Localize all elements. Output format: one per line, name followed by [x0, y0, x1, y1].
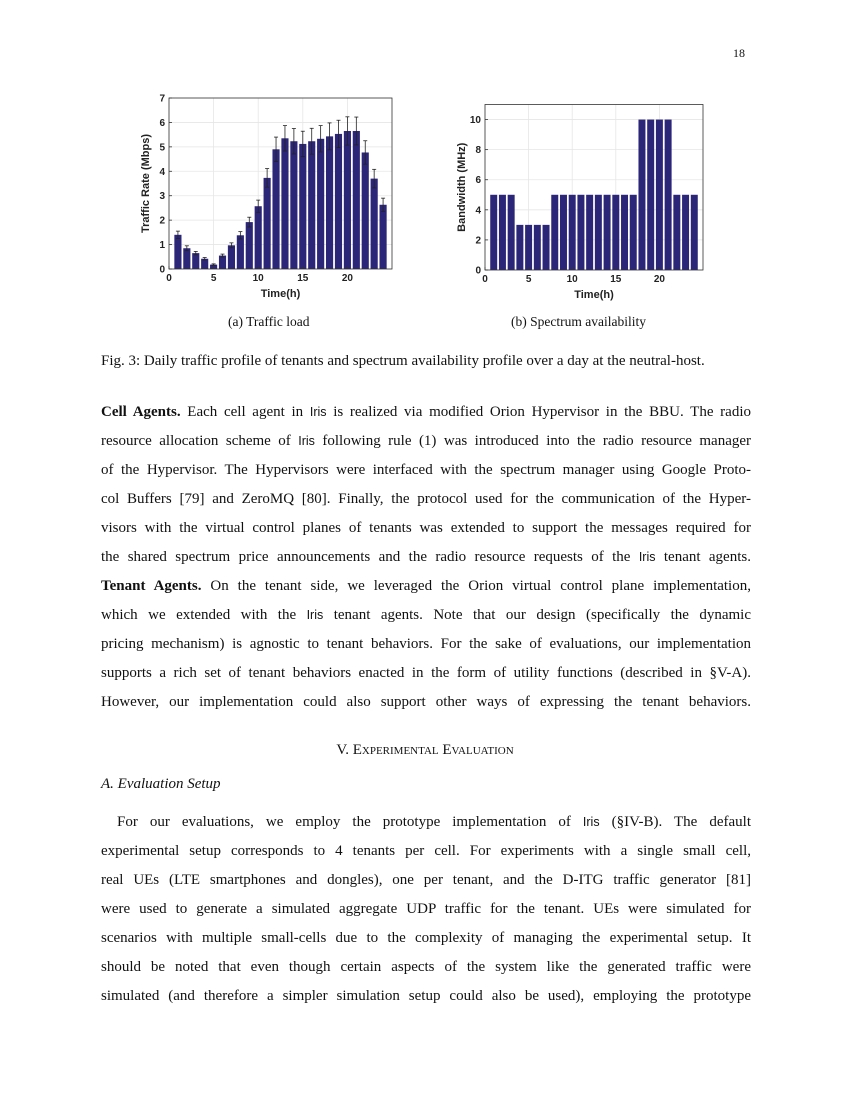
- y-tick-label: 6: [475, 175, 481, 187]
- text-run: scenarios with multiple small-cells due to the complexity of managing the experimental setup. It: [101, 929, 751, 946]
- text-run: which we extended with the: [101, 606, 307, 623]
- bar: [673, 195, 680, 270]
- text-line: [101, 924, 751, 953]
- bar: [621, 195, 628, 270]
- y-axis-label: Traffic Rate (Mbps): [140, 133, 152, 234]
- text-run: (§IV-B). The default: [599, 813, 751, 830]
- text-run: simulated (and therefore a simpler simulation setup could also be used), employing the prototype: [101, 987, 751, 1004]
- bar: [595, 195, 602, 270]
- system-name: Iris: [309, 404, 327, 419]
- bar: [183, 248, 190, 269]
- x-tick-label: 0: [166, 273, 172, 284]
- y-tick-label: 1: [159, 240, 165, 252]
- text-run: col Buffers [79] and ZeroMQ [80]. Finally, the protocol used for the communication of the Hyper-: [101, 490, 751, 507]
- text-line: [101, 866, 751, 895]
- text-line: [101, 398, 751, 427]
- x-axis-label: Time(h): [260, 288, 301, 300]
- bar: [380, 205, 387, 269]
- x-tick-label: 5: [210, 273, 217, 284]
- bar: [344, 131, 351, 269]
- bar: [560, 195, 567, 270]
- y-tick-label: 7: [159, 93, 165, 105]
- bar: [335, 134, 342, 269]
- y-tick-label: 5: [159, 142, 165, 154]
- text-run: Each cell agent in: [180, 403, 310, 420]
- text-run: tenant agents.: [655, 548, 751, 565]
- bar: [255, 206, 262, 269]
- text-run: supports a rich set of tenant behaviors enacted in the form of utility functions (described in §V-A).: [101, 664, 751, 681]
- x-tick-label: 5: [525, 274, 532, 285]
- bar: [290, 141, 297, 269]
- bar: [264, 178, 271, 269]
- bar: [371, 179, 378, 269]
- bar: [174, 235, 181, 269]
- bar: [691, 195, 698, 270]
- bar: [656, 120, 663, 270]
- system-name: Iris: [306, 607, 324, 622]
- page-number: 18: [733, 46, 745, 60]
- text-line: [101, 572, 751, 601]
- text-line: [101, 630, 751, 659]
- y-tick-label: 8: [475, 145, 481, 157]
- text-run: should be noted that even though certain aspects of the system like the generated traffic were: [101, 958, 751, 975]
- bar: [499, 195, 506, 270]
- y-tick-label: 4: [475, 205, 481, 217]
- system-name: Iris: [638, 549, 656, 564]
- text-line: [101, 485, 751, 514]
- x-tick-label: 15: [297, 273, 309, 284]
- bar: [665, 120, 672, 270]
- text-run: were used to generate a simulated aggregate UDP traffic for the tenant. UEs were simulated for: [101, 900, 751, 917]
- bar: [317, 139, 324, 269]
- bar: [353, 131, 360, 269]
- bar: [219, 256, 226, 269]
- y-tick-label: 2: [475, 235, 481, 247]
- text-line: [101, 837, 751, 866]
- text-line: [101, 601, 751, 630]
- text-line: [101, 659, 751, 688]
- text-line: [101, 688, 751, 717]
- bar: [534, 225, 541, 270]
- text-run: following rule (1) was introduced into the radio resource manager: [314, 432, 752, 449]
- run-in-heading: Tenant Agents.: [101, 577, 202, 594]
- y-axis-label: Bandwidth (MHz): [456, 142, 468, 232]
- x-tick-label: 0: [482, 274, 488, 285]
- figure-caption: Fig. 3: Daily traffic profile of tenants and spectrum availability profile over a day at the neutral-host.: [101, 353, 705, 369]
- bar: [630, 195, 637, 270]
- x-tick-label: 20: [653, 274, 665, 285]
- bar: [299, 144, 306, 269]
- bar: [228, 245, 235, 269]
- bar: [577, 195, 584, 270]
- bar: [237, 235, 244, 269]
- text-run: On the tenant side, we leveraged the Orion virtual control plane implementation,: [201, 577, 751, 594]
- text-line: [101, 895, 751, 924]
- y-tick-label: 0: [475, 265, 481, 277]
- bar: [246, 222, 253, 269]
- bar: [612, 195, 619, 270]
- bar: [638, 120, 645, 270]
- text-run: real UEs (LTE smartphones and dongles), one per tenant, and the D-ITG traffic generator [81]: [101, 871, 751, 888]
- y-tick-label: 6: [159, 117, 165, 129]
- x-tick-label: 15: [610, 274, 622, 285]
- text-line: [101, 953, 751, 982]
- bar: [569, 195, 576, 270]
- text-run: tenant agents. Note that our design (specifically the dynamic: [323, 606, 752, 623]
- bar: [516, 225, 523, 270]
- x-tick-label: 10: [252, 273, 264, 284]
- text-line: [101, 543, 751, 572]
- bar: [543, 225, 550, 270]
- text-run: pricing mechanism) is agnostic to tenant behaviors. For the sake of evaluations, our implementation: [101, 635, 751, 652]
- text-line: [101, 982, 751, 1011]
- bar: [362, 152, 369, 269]
- bar: [308, 141, 315, 269]
- y-tick-label: 2: [159, 215, 165, 227]
- bar: [604, 195, 611, 270]
- bar: [586, 195, 593, 270]
- text-line: [117, 808, 751, 837]
- y-tick-label: 3: [159, 191, 165, 203]
- bar: [326, 136, 333, 269]
- subcaption-a: (a) Traffic load: [228, 314, 310, 329]
- bar: [192, 253, 199, 269]
- text-run: the shared spectrum price announcements and the radio resource requests of the: [101, 548, 639, 565]
- text-line: [101, 456, 751, 485]
- text-run: visors with the virtual control planes of tenants was extended to support the messages required for: [101, 519, 751, 536]
- bar: [508, 195, 515, 270]
- subsection-heading: A. Evaluation Setup: [101, 776, 221, 792]
- x-tick-label: 10: [566, 274, 578, 285]
- text-run: For our evaluations, we employ the prototype implementation of: [117, 813, 583, 830]
- system-name: Iris: [582, 814, 600, 829]
- text-run: experimental setup corresponds to 4 tenants per cell. For experiments with a single small cell,: [101, 842, 751, 859]
- text-run: resource allocation scheme of: [101, 432, 299, 449]
- text-run: of the Hypervisor. The Hypervisors were interfaced with the spectrum manager using Google Proto-: [101, 461, 751, 478]
- y-tick-label: 10: [469, 115, 481, 127]
- bar: [490, 195, 497, 270]
- text-line: [101, 427, 751, 456]
- text-line: [101, 514, 751, 543]
- y-tick-label: 4: [159, 166, 165, 178]
- bar: [525, 225, 532, 270]
- bar: [682, 195, 689, 270]
- bar: [281, 138, 288, 269]
- subcaption-b: (b) Spectrum availability: [511, 314, 646, 329]
- x-axis-label: Time(h): [574, 289, 614, 301]
- section-heading: V. Experimental Evaluation: [336, 742, 514, 758]
- bar: [272, 149, 279, 269]
- bar: [551, 195, 558, 270]
- text-run: However, our implementation could also support other ways of expressing the tenant behaviors.: [101, 693, 751, 710]
- y-tick-label: 0: [159, 264, 165, 276]
- text-run: is realized via modified Orion Hypervisor in the BBU. The radio: [326, 403, 751, 420]
- bar: [647, 120, 654, 270]
- system-name: Iris: [298, 433, 315, 448]
- run-in-heading: Cell Agents.: [101, 403, 181, 420]
- figure-charts: [0, 0, 850, 340]
- x-tick-label: 20: [341, 273, 353, 284]
